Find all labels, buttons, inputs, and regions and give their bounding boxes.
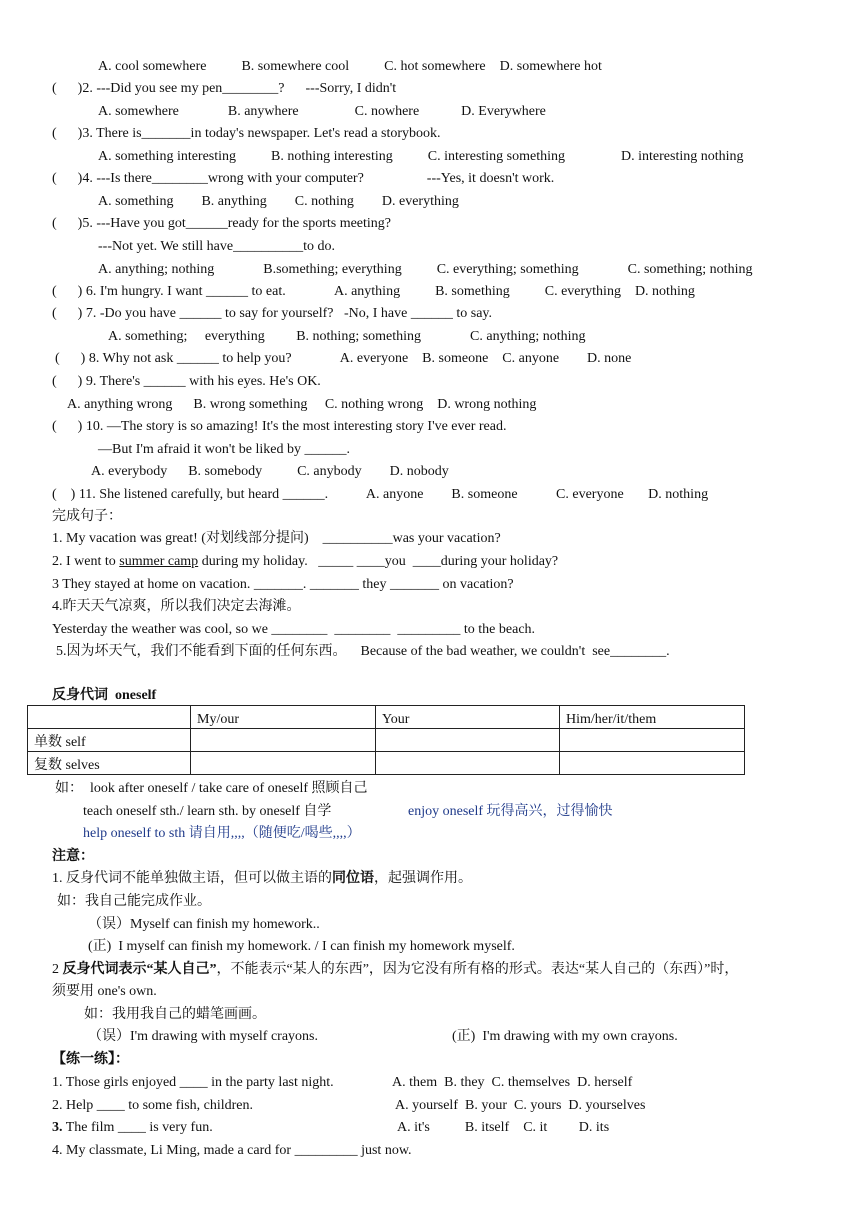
note-1-end: ，起强调作用。 [374, 871, 472, 886]
section-complete-sentences: 完成句子： [52, 509, 122, 524]
reflexive-table [27, 705, 745, 775]
table-cell: 复数 selves [28, 752, 191, 775]
q9-question: ( ) 9. There's ______ with his eyes. He's OK. [52, 374, 321, 389]
practice-heading: 【练一练】： [52, 1052, 129, 1067]
practice-1: 1. Those girls enjoyed ____ in the party last night. [52, 1075, 334, 1090]
q4-question: ( )4. ---Is there________wrong with your computer? ---Yes, it doesn't work. [52, 171, 555, 186]
note-heading: 注意： [52, 849, 94, 864]
note-1-wrong: （误）Myself can finish my homework.. [88, 917, 320, 932]
q2-question: ( )2. ---Did you see my pen________? ---Sorry, I didn't [52, 81, 397, 96]
practice-3-options: A. it's B. itself C. it D. its [397, 1120, 610, 1135]
sentence-1-answer: __________was your vacation? [322, 531, 501, 546]
table-header-cell: My/our [191, 706, 376, 729]
practice-4: 4. My classmate, Li Ming, made a card for _________ just now. [52, 1143, 412, 1158]
table-row [28, 729, 745, 752]
sentence-2-underlined: summer camp [119, 554, 199, 569]
sentence-1-prompt: 1. My vacation was great! (对划线部分提问) [52, 531, 323, 546]
practice-2: 2. Help ____ to some fish, children. [52, 1098, 254, 1113]
q5-question: ( )5. ---Have you got______ready for the sports meeting? [52, 216, 392, 231]
q1-options: A. cool somewhere B. somewhere cool C. hot somewhere D. somewhere hot [98, 59, 602, 74]
table-cell [191, 729, 376, 752]
sentence-4-chinese: 4.昨天天气凉爽，所以我们决定去海滩。 [52, 599, 301, 614]
table-cell [376, 752, 560, 775]
note-2-text: ，不能表示“某人的东西”，因为它没有所有格的形式。表达“某人自己的（东西）”时， [216, 962, 739, 977]
note-2 [52, 961, 738, 979]
table-cell [191, 752, 376, 775]
q6-line: ( ) 6. I'm hungry. I want ______ to eat. A. anything B. something C. everything D. nothing [52, 284, 695, 299]
practice-1-options: A. them B. they C. themselves D. herself [392, 1075, 633, 1090]
sentence-4-english: Yesterday the weather was cool, so we ________ ________ _________ to the beach. [52, 622, 536, 637]
practice-2-options: A. yourself B. your C. yours D. yourselves [395, 1098, 646, 1113]
q10-question: ( ) 10. —The story is so amazing! It's the most interesting story I've ever read. [52, 419, 507, 434]
sentence-3: 3 They stayed at home on vacation. _______. _______ they _______ on vacation? [52, 577, 514, 592]
example-line-3: help oneself to sth 请自用,,,,（随便吃/喝些,,,,） [83, 826, 361, 841]
table-cell: 单数 self [28, 729, 191, 752]
table-header-row [28, 706, 745, 729]
sentence-1 [52, 530, 501, 548]
note-1-bold: 同位语 [332, 871, 374, 886]
q7-options: A. something; everything B. nothing; something C. anything; nothing [108, 329, 586, 344]
q3-options: A. something interesting B. nothing interesting C. interesting something D. interesting nothing [98, 149, 744, 164]
q9-options: A. anything wrong B. wrong something C. nothing wrong D. wrong nothing [67, 397, 537, 412]
q11-line: ( ) 11. She listened carefully, but heard ______. A. anyone B. someone C. everyone D. nothing [52, 487, 709, 502]
table-header-cell: Him/her/it/them [560, 706, 745, 729]
q4-options: A. something B. anything C. nothing D. everything [98, 194, 459, 209]
section-reflexive-title: 反身代词 oneself [52, 688, 157, 703]
q7-question: ( ) 7. -Do you have ______ to say for yourself? -No, I have ______ to say. [52, 306, 492, 321]
q3-question: ( )3. There is_______in today's newspaper. Let's read a storybook. [52, 126, 441, 141]
q5-options: A. anything; nothing B.something; everything C. everything; something C. something; nothing [98, 262, 753, 277]
note-2-cont: 须要用 one's own. [52, 984, 157, 999]
practice-3-text: The film ____ is very fun. [62, 1120, 213, 1135]
practice-3 [52, 1119, 213, 1137]
table-cell [560, 729, 745, 752]
table-header-cell [28, 706, 191, 729]
note-2-wrong: （误）I'm drawing with myself crayons. [88, 1029, 318, 1044]
sentence-2-rest: during my holiday. _____ ____you ____during your holiday? [198, 554, 559, 569]
note-2-example: 如：我用我自己的蜡笔画画。 [84, 1007, 266, 1022]
example-line-2-blue: enjoy oneself 玩得高兴，过得愉快 [408, 804, 613, 819]
q5-reply: ---Not yet. We still have__________to do. [98, 239, 335, 254]
example-line-2: teach oneself sth./ learn sth. by oneself 自学 [83, 804, 332, 819]
note-1-text: 1. 反身代词不能单独做主语，但可以做主语的 [52, 871, 332, 886]
note-1-right: (正) I myself can finish my homework. / I can finish my homework myself. [88, 939, 515, 954]
note-2-right: (正) I'm drawing with my own crayons. [452, 1029, 678, 1044]
table-cell [376, 729, 560, 752]
q10-reply: —But I'm afraid it won't be liked by ______. [98, 442, 350, 457]
table-row [28, 752, 745, 775]
q2-options: A. somewhere B. anywhere C. nowhere D. Everywhere [98, 104, 546, 119]
sentence-5: 5.因为坏天气，我们不能看到下面的任何东西。 Because of the bad weather, we couldn't see________. [56, 644, 670, 659]
q10-options: A. everybody B. somebody C. anybody D. nobody [91, 464, 449, 479]
note-2-bold: 反身代词表示“某人自己” [62, 962, 217, 977]
table-cell [560, 752, 745, 775]
practice-3-num: 3. [52, 1120, 63, 1135]
table-header-cell: Your [376, 706, 560, 729]
note-2-num: 2 [52, 962, 63, 977]
q8-line: ( ) 8. Why not ask ______ to help you? A. everyone B. someone C. anyone D. none [55, 351, 632, 366]
note-1 [52, 870, 472, 888]
note-1-example: 如：我自己能完成作业。 [57, 894, 211, 909]
sentence-2-start: 2. I went to [52, 554, 120, 569]
sentence-2 [52, 553, 558, 571]
example-line-1: 如： look after oneself / take care of oneself 照顾自己 [55, 781, 368, 796]
